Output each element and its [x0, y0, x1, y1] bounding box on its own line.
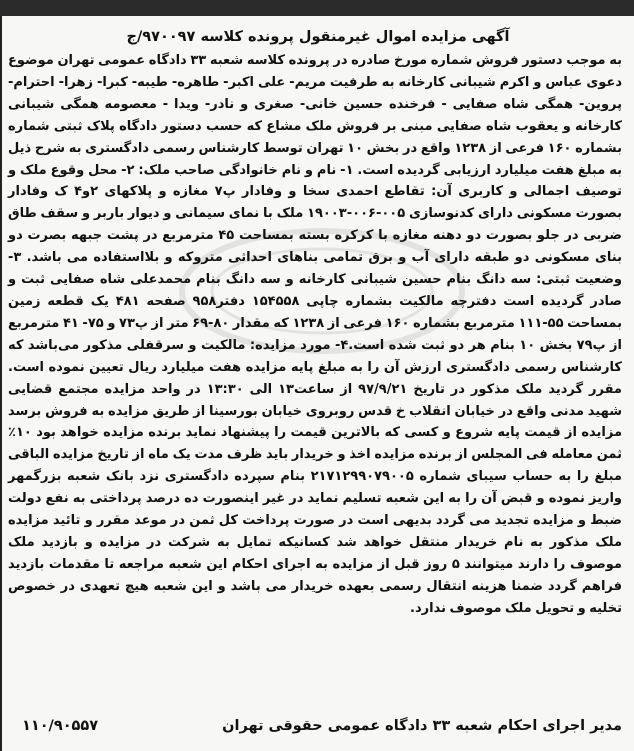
notice-footer [22, 715, 622, 737]
top-border-strip [0, 0, 634, 16]
notice-body: به موجب دستور فروش شماره مورخ صادره در پرونده کلاسه شعبه ۳۳ دادگاه عمومی تهران موضوع دعوی عباس و اکرم شیبانی کارخانه به طرفیت مریم- علی اکبر- طاهره- طیبه- کبرا- زهرا- احترام- پروین- همگی شاه صفایی - فرخنده حسین خانی- صغری و نادر- ویدا - معصومه همگی شیبانی کارخانه و یعقوب شاه صفایی مبنی بر فروش ملک مشاع که حسب دستور دادگاه پلاک ثبتی شماره بشماره ۱۶۰ فرعی از ۱۲۳۸ واقع در بخش ۱۰ تهران توسط کارشناس رسمی دادگستری به شرح ذیل به مبلغ هفت میلیارد ارزیابی گردیده است. ۱- نام و نام خانوادگی صاحب ملک: ۲- محل وقوع ملک و توصیف اجمالی و کاربری آن: تقاطع احمدی سخا و وفادار پ۷ مغازه و پلاکهای ۲و۴ ک وفادار بصورت مسکونی دارای کدنوسازی ۰۰۵-۰۰۶-۱۹۰۰۳ ملک با نمای سیمانی و دیوار باربر و سقف طاق ضربی در جلو بصورت دو دهنه مغازه با کرکره بسته بمساحت ۴۵ مترمربع در پشت جبهه بصرت دو بنای مسکونی دو طبقه دارای آب و برق تمامی بناهای احداثی متروکه و بلااستفاده می باشد. ۳-وضعیت ثبتی: سه دانگ بنام حسین شیبانی کارخانه و سه دانگ بنام محمدعلی شاه صفایی ثبت و صادر گردیده است دفترچه مالکیت بشماره چاپی ۱۵۴۵۵۸ دفتر۹۵۸ صفحه ۴۸۱ یک قطعه زمین بمساحت ۵۵-۱۱۱ مترمربع بشماره ۱۶۰ فرعی از ۱۲۳۸ که مقدار ۸۰-۶۹ متر از پ۷۳ و ۷۵- ۴۱ مترمربع از پ۷۹ بخش ۱۰ بنام هر دو ثبت شده است.۴- مورد مزایده: مالکیت و سرقفلی مذکور می‌باشد که کارشناس رسمی دادگستری ارزش آن را به مبلغ پایه مزایده هفت میلیارد ریال تعیین نموده است. مقرر گردید ملک مذکور در تاریخ ۹۷/۹/۲۱ از ساعت۱۳ الی ۱۳:۳۰ در واحد مزایده مجتمع قضایی شهید مدنی واقع در خیابان انقلاب خ قدس روبروی خیابان بورسینا از طریق مزایده به فروش برسد مزایده از قیمت پایه شروع و کسی که بالاترین قیمت را پیشنهاد نماید برنده مزایده خواهد بود ۱۰٪ ثمن معامله فی المجلس از برنده مزایده اخذ و خریدار باید ظرف مدت یک ماه از تاریخ مزایده الباقی مبلغ را به حساب سیبای شماره ۲۱۷۱۲۹۹۰۷۹۰۰۵ بنام سپرده دادگستری نزد بانک شعبه بزرگمهر واریز نموده و قبض آن را به این شعبه تسلیم نماید در غیر اینصورت ده درصد پرداختی به نفع دولت ضبط و مزایده تجدید می گردد بدیهی است در صورت پرداخت کل ثمن در موعد مقرر و تائید مزایده ملک مذکور به نام خریدار منتقل خواهد شد کسانیکه تمایل به شرکت در مزایده و بازدید ملک موصوف را دارند میتوانند ۵ روز قبل از مزایده به اجرای احکام این شعبه مراجعه تا مقدمات بازدید فراهم گردد ضمنا هزینه انتقال رسمی بعهده خریدار می باشد و این شعبه هیچ تعهدی در خصوص تخلیه و تحویل ملک موصوف ندارد. [8, 53, 622, 616]
notice-code: ۱۱۰/۹۰۵۵۷ [22, 718, 99, 734]
notice-page [0, 16, 634, 751]
notice-title: آگهی مزایده اموال غیرمنقول پرونده کلاسه ۹۷۰۰۹۷/ج [126, 29, 510, 45]
signature-line: مدیر اجرای احکام شعبه ۳۳ دادگاه عمومی حقوقی تهران [222, 718, 622, 734]
